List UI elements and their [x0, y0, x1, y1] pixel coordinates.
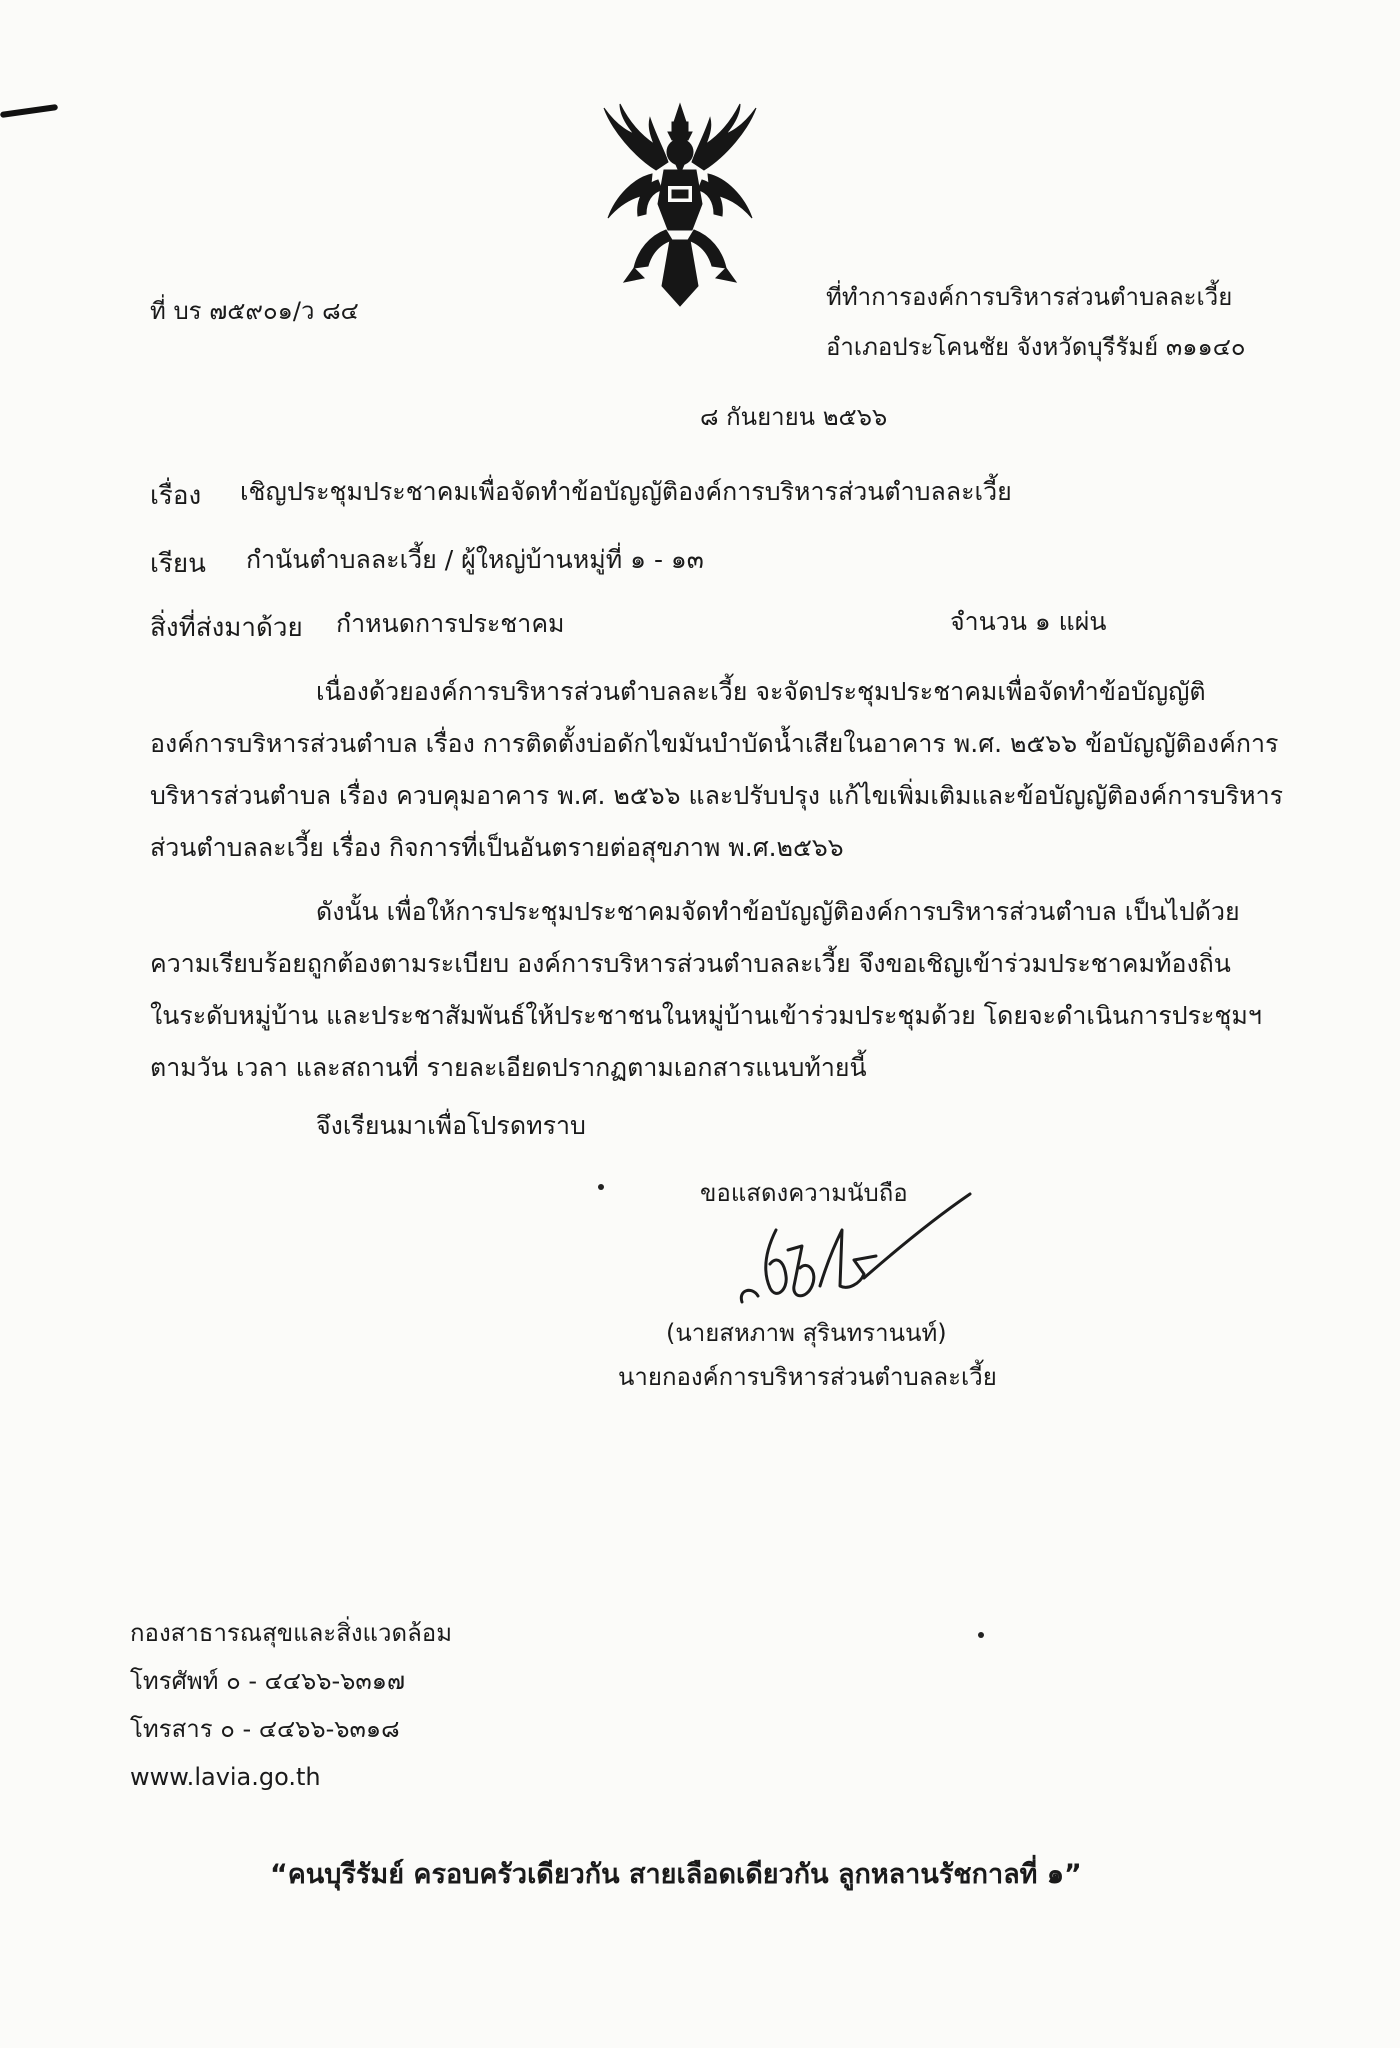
subject-label: เรื่อง [150, 481, 202, 511]
signer-name: (นายสหภาพ สุรินทรานนท์) [666, 1319, 947, 1347]
ink-dot [598, 1184, 604, 1190]
signer-title: นายกองค์การบริหารส่วนตำบลละเวี้ย [618, 1363, 997, 1391]
ink-dot [978, 1632, 984, 1638]
closing-line: จึงเรียนมาเพื่อโปรดทราบ [316, 1111, 586, 1140]
enclosure-label: สิ่งที่ส่งมาด้วย [150, 613, 303, 643]
slogan: “คนบุรีรัมย์ ครอบครัวเดียวกัน สายเลือดเดียวกัน ลูกหลานรัชกาลที่ ๑” [270, 1859, 1082, 1890]
to-text: กำนันตำบลละเวี้ย / ผู้ใหญ่บ้านหมู่ที่ ๑ - ๑๓ [246, 545, 704, 574]
paragraph-2-line: ในระดับหมู่บ้าน และประชาสัมพันธ์ให้ประชาชนในหมู่บ้านเข้าร่วมประชุมด้วย โดยจะดำเนินการประชุมฯ [150, 1001, 1262, 1030]
enclosure-text: กำหนดการประชาคม [336, 609, 565, 638]
enclosure-count: จำนวน ๑ แผ่น [950, 607, 1107, 636]
contact-website: www.lavia.go.th [130, 1763, 321, 1791]
sender-address-line1: ที่ทำการองค์การบริหารส่วนตำบลละเวี้ย [826, 283, 1233, 311]
paragraph-1-line: เนื่องด้วยองค์การบริหารส่วนตำบลละเวี้ย จะจัดประชุมประชาคมเพื่อจัดทำข้อบัญญัติ [316, 677, 1206, 706]
garuda-emblem-icon [594, 100, 766, 310]
letter-date: ๘ กันยายน ๒๕๖๖ [700, 403, 888, 431]
to-label: เรียน [150, 549, 206, 579]
paragraph-2-line: ความเรียบร้อยถูกต้องตามระเบียบ องค์การบริหารส่วนตำบลละเวี้ย จึงขอเชิญเข้าร่วมประชาคมท้องถิ่น [150, 949, 1231, 978]
paragraph-1-line: บริหารส่วนตำบล เรื่อง ควบคุมอาคาร พ.ศ. ๒๕๖๖ และปรับปรุง แก้ไขเพิ่มเติมและข้อบัญญัติองค์การบริหาร [150, 781, 1284, 810]
reference-number: ที่ บร ๗๕๙๐๑/ว ๘๔ [150, 297, 359, 325]
paragraph-2-line: ดังนั้น เพื่อให้การประชุมประชาคมจัดทำข้อบัญญัติองค์การบริหารส่วนตำบล เป็นไปด้วย [316, 897, 1240, 926]
signature-icon [736, 1190, 976, 1320]
subject-text: เชิญประชุมประชาคมเพื่อจัดทำข้อบัญญัติองค์การบริหารส่วนตำบลละเวี้ย [240, 477, 1012, 506]
paragraph-1-line: องค์การบริหารส่วนตำบล เรื่อง การติดตั้งบ่อดักไขมันบำบัดน้ำเสียในอาคาร พ.ศ. ๒๕๖๖ ข้อบัญญัติองค์การ [150, 729, 1279, 758]
sender-address-line2: อำเภอประโคนชัย จังหวัดบุรีรัมย์ ๓๑๑๔๐ [826, 333, 1246, 361]
edge-mark [0, 104, 58, 118]
contact-fax: โทรสาร ๐ - ๔๔๖๖-๖๓๑๘ [130, 1715, 400, 1743]
contact-division: กองสาธารณสุขและสิ่งแวดล้อม [130, 1619, 453, 1647]
contact-phone: โทรศัพท์ ๐ - ๔๔๖๖-๖๓๑๗ [130, 1667, 406, 1695]
paragraph-1-line: ส่วนตำบลละเวี้ย เรื่อง กิจการที่เป็นอันตรายต่อสุขภาพ พ.ศ.๒๕๖๖ [150, 833, 844, 862]
paragraph-2-line: ตามวัน เวลา และสถานที่ รายละเอียดปรากฏตามเอกสารแนบท้ายนี้ [150, 1053, 867, 1082]
salutation: ขอแสดงความนับถือ [700, 1179, 908, 1207]
